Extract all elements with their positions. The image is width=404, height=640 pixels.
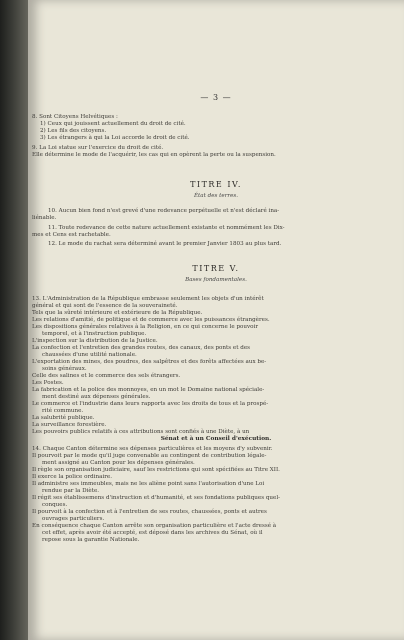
titre-v-line: La surveillance forestière. xyxy=(32,422,107,428)
titre-v-line: Le commerce et l'industrie dans leurs rapports avec les droits de tous et la prospé- xyxy=(32,401,269,407)
titre-v-line: 14. Chaque Canton détermine ses dépenses particulières et les moyens d'y subvenir. xyxy=(32,446,273,452)
titre-v-line: Les relations d'amitié, de politique et de commerce avec les puissances étrangères. xyxy=(32,317,270,323)
titre-v-line: Il règle son organisation judiciaire, sauf les restrictions qui sont spécifiées au Titre XII. xyxy=(32,467,280,473)
titre-v-line: Celle des salines et le commerce des sels étrangers. xyxy=(32,373,181,379)
titre-v-line: conques. xyxy=(42,502,68,508)
titre-v-line: rité commune. xyxy=(42,408,84,414)
titre-v-line: ment destiné aux dépenses générales. xyxy=(42,394,151,400)
intro-line: 3) Les étrangers à qui la Loi accorde le droit de cité. xyxy=(40,135,190,141)
titre-iv-heading: TITRE IV. xyxy=(190,180,242,189)
titre-v-line: ouvrages particuliers. xyxy=(42,516,105,522)
titre-v-line: soins généraux. xyxy=(42,366,87,372)
titre-v-line: La salubrité publique. xyxy=(32,415,95,421)
titre-v-line: Il pourvoit à la confection et à l'entretien de ses routes, chaussées, ponts et autres xyxy=(32,509,267,515)
titre-iv-line: mes et Cens est rachetable. xyxy=(32,232,111,238)
titre-v-line: 13. L'Administration de la République embrasse seulement les objets d'un intérêt xyxy=(32,296,264,302)
titre-v-line: Les dispositions générales relatives à la Religion, en ce qui concerne le pouvoir xyxy=(32,324,259,330)
intro-line: 2) Les fils des citoyens. xyxy=(40,128,107,134)
titre-v-line: Il administre ses immeubles, mais ne les aliène point sans l'autorisation d'une Loi xyxy=(32,481,265,487)
titre-v-line: En conséquence chaque Canton arrête son organisation particulière et l'acte dressé à xyxy=(32,523,277,529)
titre-v-line-emphasis: Sénat et à un Conseil d'exécution. xyxy=(160,436,272,442)
document-page xyxy=(28,0,404,640)
page-number: — 3 — xyxy=(200,93,232,102)
titre-v-line: Les pouvoirs publics relatifs à ces attributions sont confiés à une Diète, à un xyxy=(32,429,250,435)
book-binding-edge xyxy=(0,0,30,640)
titre-v-line: Il pourvoit par le mode qu'il juge convenable au contingent de contribution légale- xyxy=(32,453,267,459)
titre-v-subtitle: Bases fondamentales. xyxy=(185,277,247,283)
titre-iv-line: 11. Toute redevance de cette nature actuellement existante et nommément les Dix- xyxy=(48,225,285,231)
titre-iv-line: 10. Aucun bien fond n'est grevé d'une redevance perpétuelle et n'est déclaré ina- xyxy=(48,208,280,214)
titre-v-line: général et qui sont de l'essence de la souveraineté. xyxy=(32,303,178,309)
titre-v-heading: TITRE V. xyxy=(192,264,240,273)
titre-v-line: cet effet, après avoir été accepté, est déposé dans les archives du Sénat, où il xyxy=(42,530,263,536)
titre-v-line: ment assigné au Canton pour les dépenses générales. xyxy=(42,460,195,466)
titre-v-line: Il exerce la police ordinaire. xyxy=(32,474,112,480)
intro-line: 8. Sont Citoyens Helvétiques : xyxy=(32,114,118,120)
titre-iv-subtitle: État des terres. xyxy=(193,193,239,199)
titre-v-line: repose sous la garantie Nationale. xyxy=(42,537,140,543)
intro-line: 1) Ceux qui jouissent actuellement du droit de cité. xyxy=(40,121,186,127)
titre-v-line: Il régit ses établissemens d'instruction et d'humanité, et ses fondations publiques quel- xyxy=(32,495,281,501)
titre-v-line: rendue par la Diète. xyxy=(42,488,100,494)
intro-line: 9. La Loi statue sur l'exercice du droit de cité. xyxy=(32,145,164,151)
titre-v-line: Les Postes. xyxy=(32,380,64,386)
titre-v-line: La confection et l'entretien des grandes routes, des canaux, des ponts et des xyxy=(32,345,251,351)
titre-v-line: La fabrication et la police des monnoyes, en un mot le Domaine national spéciale- xyxy=(32,387,265,393)
titre-iv-line: liénable. xyxy=(32,215,57,221)
titre-v-line: L'exportation des mines, des poudres, des salpêtres et des forêts affectées aux be- xyxy=(32,359,267,365)
titre-v-line: Tels que la sûreté intérieure et extérieure de la République. xyxy=(32,310,203,316)
titre-iv-line: 12. Le mode du rachat sera déterminé avant le premier Janvier 1803 au plus tard. xyxy=(48,241,282,247)
titre-v-line: temporel, et à l'instruction publique. xyxy=(42,331,147,337)
intro-line: Elle détermine le mode de l'acquérir, les cas qui en opèrent la perte ou la suspension. xyxy=(32,152,276,158)
titre-v-line: chaussées d'une utilité nationale. xyxy=(42,352,137,358)
titre-v-line: L'inspection sur la distribution de la Justice. xyxy=(32,338,158,344)
